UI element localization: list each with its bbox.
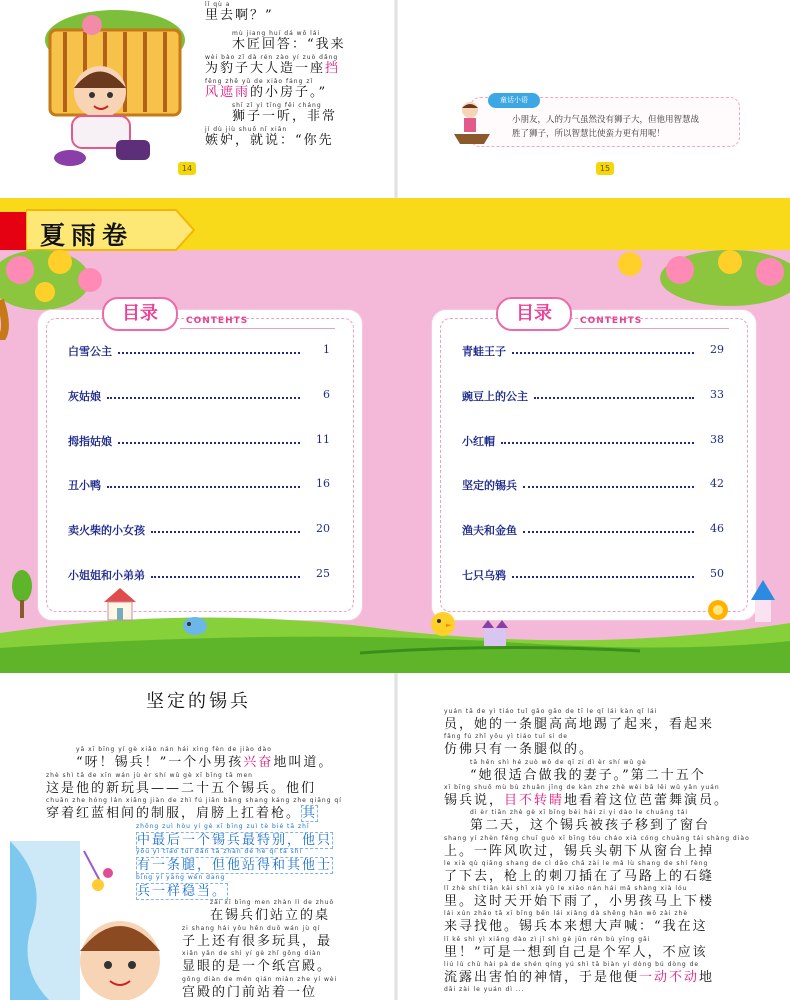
toc-entry[interactable]: [462, 567, 724, 583]
story-line: [444, 919, 708, 934]
toc-entry-page: 38: [710, 432, 724, 446]
story-text: 中最后一个锡兵最特别，他只: [137, 832, 333, 848]
highlight-word: 目不转睛: [504, 792, 565, 808]
toc-entry-page: 42: [710, 477, 724, 491]
toc-entry-page: 33: [710, 387, 724, 401]
pinyin-line: zhè shì tā de xīn wán jù èr shí wǔ gè xī bīng tā men: [46, 771, 253, 779]
story-line: [136, 832, 333, 849]
pinyin-line: fǎng fú zhǐ yǒu yì tiáo tuǐ sì de: [444, 733, 568, 741]
toc-leader-dots: [501, 442, 694, 444]
sun-flower-icon: [706, 598, 730, 622]
toc-entry-title: 卖火柴的小女孩: [68, 524, 145, 538]
toc-entry-title: 渔夫和金鱼: [462, 524, 517, 538]
tree-icon: [10, 570, 34, 618]
pinyin-line: xiǎn yǎn de shì yí gè zhǐ gōng diàn: [182, 950, 322, 957]
pinyin-line: shang yí zhèn fēng chuī guò xī bīng tóu cháo xià cóng chuāng tái shàng diào: [444, 834, 750, 842]
page-number: 15: [596, 162, 614, 175]
pinyin-line: chuān zhe hóng lán xiāng jiàn de zhì fú jiān bǎng shang káng zhe qiāng qí: [46, 797, 342, 804]
toc-entry-page: 11: [316, 432, 330, 446]
toc-entry-title: 七只乌鸦: [462, 569, 506, 582]
pinyin-line: lái xún zhǎo tā xī bīng běn lái xiǎng dà shēng hǎn wǒ zài zhè: [444, 910, 689, 918]
pinyin-line: yuán tā de yì tiáo tuǐ gāo gāo de tī le qǐ lái kàn qǐ lái: [444, 708, 658, 715]
story-line: 狮子一听，非常: [232, 109, 338, 124]
toc-leader-dots: [534, 397, 694, 399]
story-text: 来寻找他。锡兵本来想大声喊：“我在这: [444, 919, 708, 935]
highlight-word: 一动不动: [639, 970, 700, 985]
page-gutter: [394, 673, 398, 1000]
tower-icon: [748, 580, 778, 624]
story-text-tail: 地看着这位芭蕾舞演员。: [564, 792, 730, 808]
story-line: [444, 793, 729, 808]
contents-rule: [574, 328, 729, 329]
story-text: 宫殿的门前站着一位: [182, 984, 318, 1000]
toc-leader-dots: [523, 486, 694, 488]
story-line: [444, 844, 714, 859]
tip-line: 小朋友，人的力气虽然没有狮子大，但他用智慧战: [512, 115, 700, 125]
elephant-icon: [180, 614, 210, 636]
story-line: [444, 894, 714, 909]
toc-entry-title: 白雪公主: [68, 345, 112, 358]
toc-entry[interactable]: [68, 567, 330, 583]
toc-leader-dots: [118, 352, 300, 354]
story-line: 里去啊？”: [205, 8, 274, 23]
tip-badge: 童话小语: [488, 93, 540, 108]
pinyin-line: bīng yí yàng wěn dang: [136, 873, 226, 881]
toc-leader-dots: [512, 576, 694, 578]
boat-child-icon: [452, 100, 492, 152]
story-text: 了下去，枪上的刺刀插在了马路上的石缝: [444, 868, 715, 884]
contents-label: CONTEHTS: [186, 316, 249, 326]
toc-leader-dots: [107, 486, 300, 488]
toc-leader-dots: [151, 576, 300, 578]
section-marker: [0, 212, 26, 250]
pinyin-line: dāi zài le yuán dì ...: [444, 986, 525, 994]
toc-entry-title: 坚定的锡兵: [462, 479, 517, 493]
toc-entry-title: 小姐姐和小弟弟: [68, 569, 145, 582]
story-text: 显眼的是一个纸宫殿。: [182, 959, 333, 974]
toc-leader-dots: [523, 531, 694, 533]
toc-leader-dots: [118, 442, 300, 444]
toc-entry[interactable]: [68, 388, 330, 404]
pinyin-line: lǐ kě shì yì xiǎng dào zì jǐ shì gè jūn rén bù yīng gāi: [444, 935, 651, 943]
story-text: 穿着红蓝相间的制服，肩膀上扛着枪。: [46, 806, 302, 821]
boxed-start: 其: [302, 806, 318, 821]
toc-entry-page: 6: [323, 387, 330, 401]
pinyin-line: zi shang hái yǒu hěn duō wán jù qí: [182, 924, 321, 932]
story-line: [182, 985, 317, 1000]
story-line: [76, 755, 333, 770]
toc-entry-page: 50: [710, 567, 724, 580]
toc-entry-page: 1: [323, 343, 330, 356]
contents-rule: [180, 328, 335, 329]
story-text: 仿佛只有一条腿似的。: [444, 742, 595, 758]
pinyin-line: shī zǐ yì tīng fēi cháng: [232, 102, 322, 109]
story-line: [444, 970, 714, 985]
story-text-tail: 地叫道。: [273, 755, 334, 770]
house-icon: [100, 586, 140, 622]
pinyin-line: lǐ zhè shí tiān kāi shǐ xià yǔ le xiǎo nán hái mǎ shàng xià lóu: [444, 885, 688, 893]
pinyin-line: xī bīng shuō mù bù zhuǎn jīng de kàn zhe zhè wèi bā lěi wǔ yǎn yuán: [444, 783, 720, 791]
pinyin-line: liú lù chū hài pà de shén qíng yú shì tā biàn yí dòng bú dòng de: [444, 961, 700, 968]
pinyin-line: tā hěn shì hé zuò wǒ de qī zi dì èr shí wǔ gè: [470, 758, 647, 766]
highlight-word: 兴奋: [243, 755, 274, 770]
story-text: 第二天，这个锡兵被孩子移到了窗台: [470, 818, 711, 834]
toc-entry[interactable]: [68, 522, 330, 538]
page-number: 14: [178, 162, 196, 175]
toc-entry-page: 20: [316, 522, 330, 536]
toc-entry-title: 丑小鸭: [68, 479, 101, 493]
tip-line: 胜了狮子，所以智慧比使蛮力更有用呢！: [512, 129, 666, 139]
pinyin-line: mù jiang huí dá wǒ lái: [232, 30, 321, 37]
story-text: 员，她的一条腿高高地踢了起来，看起来: [444, 717, 715, 732]
toc-entry-page: 16: [316, 477, 330, 491]
story-text: 兵一样稳当。: [137, 883, 228, 899]
toc-entry[interactable]: [462, 343, 724, 359]
story-line: [182, 959, 332, 974]
pinyin-line: gōng diàn de mén qián miàn zhe yí wèi: [182, 975, 338, 983]
story-spread: [0, 673, 790, 1000]
pinyin-line: yǒu yì tiáo tuǐ dàn tā zhàn de hé qí tā shì: [136, 848, 303, 855]
toc-entry[interactable]: [462, 433, 724, 449]
story-text: 里！”可是一想到自己是个军人，不应该: [444, 944, 708, 960]
story-line: 风遮雨的小房子。”: [205, 85, 328, 100]
story-line: [444, 945, 708, 960]
page-gutter: [394, 0, 398, 198]
toc-entry-title: 灰姑娘: [68, 389, 101, 403]
toc-entry-title: 豌豆上的公主: [462, 389, 528, 403]
story-text: 流露出害怕的神情，于是他便: [444, 970, 640, 985]
story-text: 锡兵说，: [444, 792, 505, 808]
child-cage-illustration: [30, 0, 190, 170]
contents-label: CONTEHTS: [580, 316, 643, 326]
story-text: “呀！锡兵！”一个小男孩: [76, 755, 244, 770]
toc-heading-pill: 目录: [102, 297, 178, 331]
story-line: 木匠回答：“我来: [232, 37, 346, 52]
toc-heading-pill: 目录: [496, 297, 572, 331]
story-line: 嫉妒，就说：“你先: [205, 133, 334, 148]
chapter-title: 坚定的锡兵: [146, 691, 251, 712]
story-line: [470, 768, 706, 783]
toc-entry-title: 小红帽: [462, 434, 495, 448]
story-text: 上。一阵风吹过，锡兵头朝下从窗台上掉: [444, 843, 715, 859]
story-line: [210, 908, 330, 923]
pinyin-line: zhōng zuì hòu yí gè xī bīng zuì tè bié tā zhǐ: [136, 822, 310, 830]
story-text: 子上还有很多玩具，最: [182, 933, 333, 949]
story-line: [444, 742, 594, 757]
story-line: [444, 869, 714, 884]
story-line: [444, 717, 714, 732]
story-line: [136, 857, 333, 874]
story-text: 里。这时天开始下雨了，小男孩马上下楼: [444, 894, 715, 910]
toc-spread: [0, 198, 790, 673]
story-line: [182, 934, 332, 949]
chick-icon: [428, 608, 458, 638]
toc-entry-page: 46: [710, 522, 724, 536]
castle-icon: [480, 618, 510, 648]
toc-entry[interactable]: [68, 433, 330, 449]
pinyin-line: fēng zhē yǔ de xiǎo fáng zǐ: [205, 78, 314, 85]
story-line: [470, 818, 710, 833]
toc-entry[interactable]: [462, 522, 724, 538]
story-line: [136, 883, 228, 900]
section-title: 夏雨卷: [40, 221, 134, 250]
pinyin-line: yā xī bīng yí gè xiǎo nán hái xìng fèn de jiào dào: [76, 746, 272, 753]
story-line: [46, 781, 316, 796]
story-line: 为豹子大人造一座挡: [205, 61, 341, 76]
story-line: [46, 806, 318, 821]
story-text: 在锡兵们站立的桌: [210, 908, 331, 923]
toc-entry-title: 青蛙王子: [462, 345, 506, 358]
toc-leader-dots: [512, 352, 694, 354]
toc-entry-page: 25: [316, 567, 330, 580]
toc-entry[interactable]: [68, 343, 330, 359]
cage-illustration-icon: [30, 0, 190, 170]
toc-entry-page: 29: [710, 343, 724, 356]
top-spread: [0, 0, 790, 198]
pinyin-line: wèi bào zǐ dà rén zào yí zuò dǎng: [205, 54, 339, 61]
toc-entry[interactable]: [462, 388, 724, 404]
toc-leader-dots: [107, 397, 300, 399]
toc-leader-dots: [151, 531, 300, 533]
pinyin-line: lǐ qù a: [205, 1, 231, 8]
story-text: 有一条腿，但他站得和其他士: [137, 858, 333, 873]
toc-entry[interactable]: [68, 477, 330, 493]
pinyin-line: jí dù jiù shuō nǐ xiān: [205, 126, 288, 133]
pinyin-line: dì èr tiān zhè gè xī bīng bèi hái zi yí dào le chuāng tái: [470, 809, 689, 817]
pinyin-line: zài xī bīng men zhàn lì de zhuō: [210, 899, 335, 906]
toc-entry[interactable]: [462, 477, 724, 493]
story-text: “她很适合做我的妻子。”第二十五个: [470, 767, 706, 783]
story-text-tail: 地: [699, 970, 715, 985]
toc-entry-title: 拇指姑娘: [68, 434, 112, 448]
story-text: 这是他的新玩具——二十五个锡兵。他们: [46, 780, 317, 796]
pinyin-line: le xià qù qiāng shang de cì dāo chā zài le mǎ lù shang de shí fèng: [444, 859, 709, 867]
